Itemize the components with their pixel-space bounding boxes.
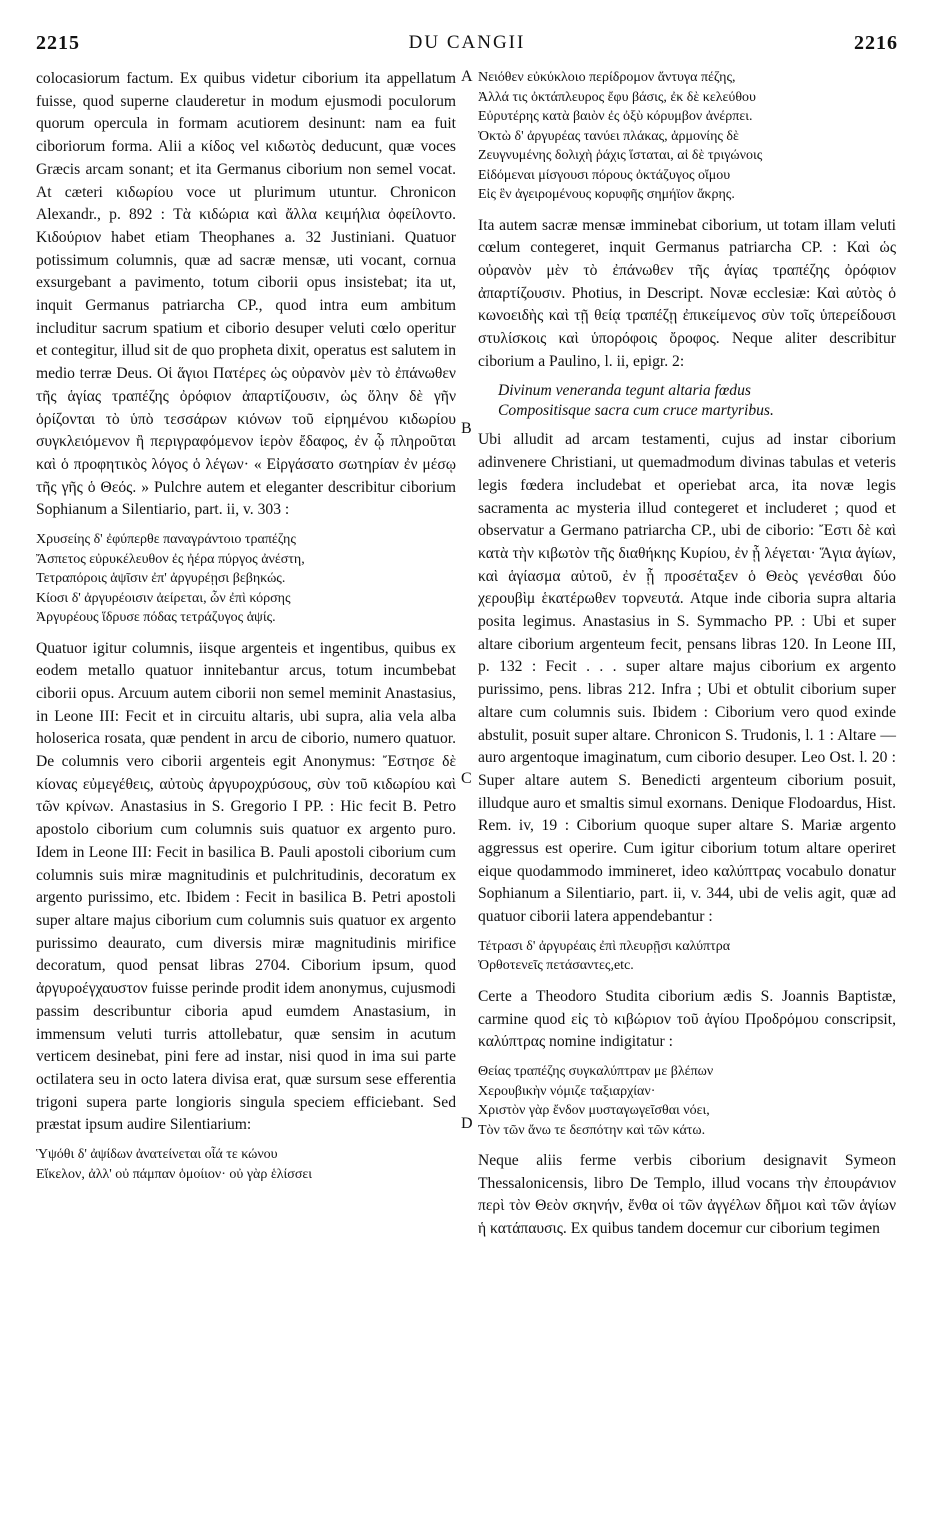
verse-line: Θείας τραπέζης συγκαλύπτραν με βλέπων — [478, 1064, 714, 1079]
verse-line: Ἀλλά τις ὀκτάπλευρος ἔφυ βάσις, ἐκ δὲ κελεύθου — [478, 89, 756, 105]
verse-line: Εὐρυτέρης κατὰ βαιὸν ἐς ὀξὺ κόρυμβον ἀνέρπει. — [478, 109, 753, 124]
left-column — [36, 68, 456, 1194]
verse-line: Νειόθεν εὐκύκλοιο περίδρομον ἄντυγα πέζης, — [478, 70, 736, 85]
latin-verse — [478, 381, 896, 421]
verse-line: Χερουβικὴν νόμιζε ταξιαρχίαν· — [478, 1083, 656, 1099]
verse-line: Κίοσι δ' ἀργυρέοισιν ἀείρεται, ὧν ἐπὶ κόρσης — [36, 590, 291, 606]
left-paragraph-1: colocasiorum factum. Ex quibus videtur ciborium ita appellatum fuisse, quod superne clauderetur in modum ejusmodi poculorum quorum opercula in formam acutiorem desinunt: nam ea fuit ciboriorum forma. Alii a κίδος vel κιδωτὸς deducunt, quæ voces Græcis arcam sonant; et ita Germanus ciborium non semel vocat. At cæteri κιδωρίου voce ut plurimum utuntur. Chronicon Alexandr., p. 892 : Τὰ κιδώρια καὶ ἄλλα κειμήλια ὀφείλοντο. Κιδούριον habet etiam Theophanes a. 32 Justiniani. Quatuor potissimum columnis, quæ ad sacræ mensæ, uti vocant, cornua exsurgebant a pavimento, totum ciborii opus insistebat; ita ut, inquit Germanus patriarcha CP., quod intra eum ambitum includitur sacrum spatium et ciborio desuper veluti cœlo operitur et contegitur, illud sit de quo propheta dixit, operatus est salutem in medio terræ Deus. Οἱ ἅγιοι Πατέρες ὡς οὐρανὸν μὲν τὸ ἐπάνωθεν τῆς ἁγίας τραπέζης ὀρόφιον ἀπαρτίζουσιν, ὡς ὅλην δὲ γῆν ὁρίζονται τὸ ὑπὸ τεσσάρων κιόνων τοῦ εἰρημένου κιδωρίου συγκλειόμενον ἢ περιγραφόμενον ἱερὸν ἔδαφος, ἐν ᾧ πληροῦται καὶ ὁ προφητικὸς λόγος ὁ λέγων· « Εἰργάσατο σωτηρίαν ἐν μέσῳ τῆς γῆς ὁ Θεός. » Pulchre autem et eleganter describitur ciborium Sophianum a Silentiario, part. ii, v. 303 : — [36, 70, 456, 519]
margin-marker-c: C — [461, 770, 472, 787]
right-page-number: 2216 — [854, 32, 898, 54]
margin-marker-d: D — [461, 1115, 473, 1132]
verse-line: Χριστὸν γὰρ ἔνδον μυσταγωγεῖσθαι νόει, — [478, 1103, 710, 1118]
verse-line: Ὀκτὼ δ' ἀργυρέας τανύει πλάκας, ἁρμονίης δὲ — [478, 128, 739, 144]
verse-line: Ὀρθοτενεῖς πετάσαντες,etc. — [478, 958, 634, 974]
verse-line: Τέτρασι δ' ἀργυρέαις ἐπὶ πλευρῇσι καλύπτρα — [478, 938, 731, 954]
verse-line: Ἀργυρέους ἵδρυσε πόδας τετράζυγος ἁψίς. — [36, 610, 276, 626]
right-paragraph-3: Certe a Theodoro Studita ciborium ædis S. Joannis Baptistæ, carmine quod εἰς τὸ κιβώριον τοῦ ἁγίου Προδρόμου conscripsit, καλύπτρας nomine indigitatur : — [478, 987, 896, 1051]
margin-marker-b: B — [461, 420, 472, 437]
verse-line: Compositisque sacra cum cruce martyribus. — [498, 402, 774, 420]
verse-line: Divinum veneranda tegunt altaria fœdus — [498, 382, 751, 400]
verse-line: Ζευγνυμένης δολιχὴ ῥάχις ἵσταται, αἱ δὲ τριγώνοις — [478, 148, 763, 163]
left-page-number: 2215 — [36, 32, 80, 54]
margin-marker-a: A — [461, 68, 473, 85]
right-greek-verse-2 — [478, 937, 896, 976]
verse-line: Τὸν τῶν ἄνω τε δεσπότην καὶ τῶν κάτω. — [478, 1122, 706, 1138]
left-greek-verse-1 — [36, 530, 456, 628]
right-paragraph-1: Ita autem sacræ mensæ imminebat ciborium, ut totam illam veluti cœlum contegeret, inquit Germanus patriarcha CP. : Καὶ ὡς οὐρανὸν μὲν τὸ ἐπάνωθεν τῆς ἁγίας τραπέζης ὀρόφιον ἀπαρτίζουσιν. Photius, in Descript. Novæ ecclesiæ: Καὶ αὐτὸς ὁ κωνοειδὴς καὶ τῇ θείᾳ τραπέζῃ ἐπικείμενος σὺν τοῖς ὑπερείδουσι στυλίσκοις καὶ ὑπορόφοις ὄροφος. Neque aliter describitur ciborium a Paulino, l. ii, epigr. 2: — [478, 216, 896, 370]
left-paragraph-2: Quatuor igitur columnis, iisque argenteis et ingentibus, quibus ex eodem metallo quatuor innitebantur arcus, totum incumbebat ciborii opus. Arcuum autem ciborii non semel meminit Anastasius, in Leone III: Fecit et in circuitu altaris, ubi supra, alia vela alba holoserica rosata, quæ pendent in arcu de ciborio, numero quatuor. De columnis vero ciborii argenteis egit Anonymus: Ἔστησε δὲ κίονας εὐμεγέθεις, αὐτοὺς ἀργυροχρύσους, σὺν τοῦ κιδωρίου καὶ τῶν κρίνων. Anastasius in S. Gregorio I PP. : Hic fecit B. Petro apostolo ciborium cum columnis suis quatuor ex argento puro. Idem in Leone III: Fecit in basilica B. Pauli apostoli ciborium cum columnis suis miræ magnitudinis et pulchritudinis, decoratum ex argento purissimo, etc. Ibidem : Fecit in basilica B. Petri apostoli super altare majus ciborium cum columnis suis quatuor ex argento purissimo deaurato, cum diversis miræ magnitudinis mirifice decoratum, quod pensat libras 2704. Ciborium ipsum, quod ἀργυροέγχαυστον fuisse perinde prodit idem anonymus, cujusmodi passim describuntur ciboria apud eumdem Anastasium, in immensum veluti turris attollebatur, quæ sensim in acutum verticem desinebat, pini fere ad instar, nisi quod in ima sui parte octilatera seu in octo latera divisa erat, quæ sursum sese efferentia trigoni supera parte longioris singula speciem efficiebant. Sed præstat ipsum audire Silentiarium: — [36, 639, 456, 1134]
verse-line: Εἴκελον, ἀλλ' οὐ πάμπαν ὁμοίιον· οὐ γὰρ ἑλίσσει — [36, 1166, 313, 1182]
verse-line: Ἄσπετος εὐρυκέλευθον ἐς ἠέρα πύργος ἀνέστη, — [36, 551, 305, 567]
right-column — [478, 68, 896, 1241]
verse-line: Εἰδόμεναι μίσγουσι πόρους ὀκτάζυγος οἴμου — [478, 167, 731, 183]
verse-line: Χρυσείης δ' ἐφύπερθε παναγράντοιο τραπέζης — [36, 532, 296, 548]
verse-line: Τετραπόροις ἁψῖσιν ἐπ' ἀργυρέῃσι βεβηκώς. — [36, 571, 286, 587]
page-header — [36, 32, 898, 62]
left-greek-verse-2 — [36, 1145, 456, 1184]
verse-line: Εἰς ἓν ἀγειρομένους κορυφῆς σημήϊον ἄκρης. — [478, 187, 735, 202]
right-paragraph-4: Neque aliis ferme verbis ciborium designavit Symeon Thessalonicensis, libro De Templo, illud vocans τὴν ἐπουράνιον περὶ τὸν Θεὸν σκηνήν, ἔνθα οἱ τῶν ἀγγέλων δῆμοι καὶ τῶν ἁγίων ἡ κατάπαυσις. Ex quibus tandem docemur cur ciborium tegimen — [478, 1152, 896, 1238]
right-paragraph-2: Ubi alludit ad arcam testamenti, cujus ad instar ciborium adinvenere Christiani, ut quemadmodum divinas tabulas et veteris legis fœdera includebat et operiebat arca, ita novæ legis sacramenta ac mysteria illud contegeret et includeret ; quod et observatur a Germano patriarcha CP., ubi de ciborio: Ἔστι δὲ καὶ κατὰ τὴν κιβωτὸν τῆς διαθήκης Κυρίου, ἐν ᾗ λέγεται· Ἅγια ἁγίων, καὶ ἁγίασμα αὐτοῦ, ἐν ᾗ προσέταξεν ὁ Θεὸς γενέσθαι δύο χερουβὶμ ἑκατέρωθεν τορνευτά. Atque inde ciboria supra altaria posita legimus. Anastasius in S. Symmacho PP. : Ubi et super altare ciborium argenteum fecit, pensans libras 120. In Leone III, p. 132 : Fecit . . . super altare majus ciborium ex argento purissimo, pens. libras 212. Infra ; Ubi et obtulit ciborium super altare cum columnis suis. Ibidem : Ciborium vero quod exinde abstulit, posuit super altare. Chronicon S. Trudonis, l. 1 : Altare — auro argentoque imaginatum, cum ciborio desuper. Leo Ost. l. 20 : Super altare autem S. Benedicti argenteum ciborium posuit, illudque auro et smaltis simul exornans. Denique Flodoardus, Hist. Rem. iv, 19 : Ciborium quoque super altare S. Mariæ argento aggressus est operire. Cum igitur ciborium totum altare operiret eique quodammodo immineret, ideo καλύπτρας vocabulo donatur Sophianum a Silentiario, part. ii, v. 344, ubi de velis agit, quæ ad quatuor ciborii latera appendebantur : — [478, 431, 896, 926]
verse-line: Ὑψόθι δ' ἀψίδων ἀνατείνεται οἷά τε κώνου — [36, 1147, 278, 1163]
right-greek-verse-top — [478, 68, 896, 205]
right-greek-verse-3 — [478, 1062, 896, 1140]
running-title: DU CANGII — [408, 32, 526, 53]
